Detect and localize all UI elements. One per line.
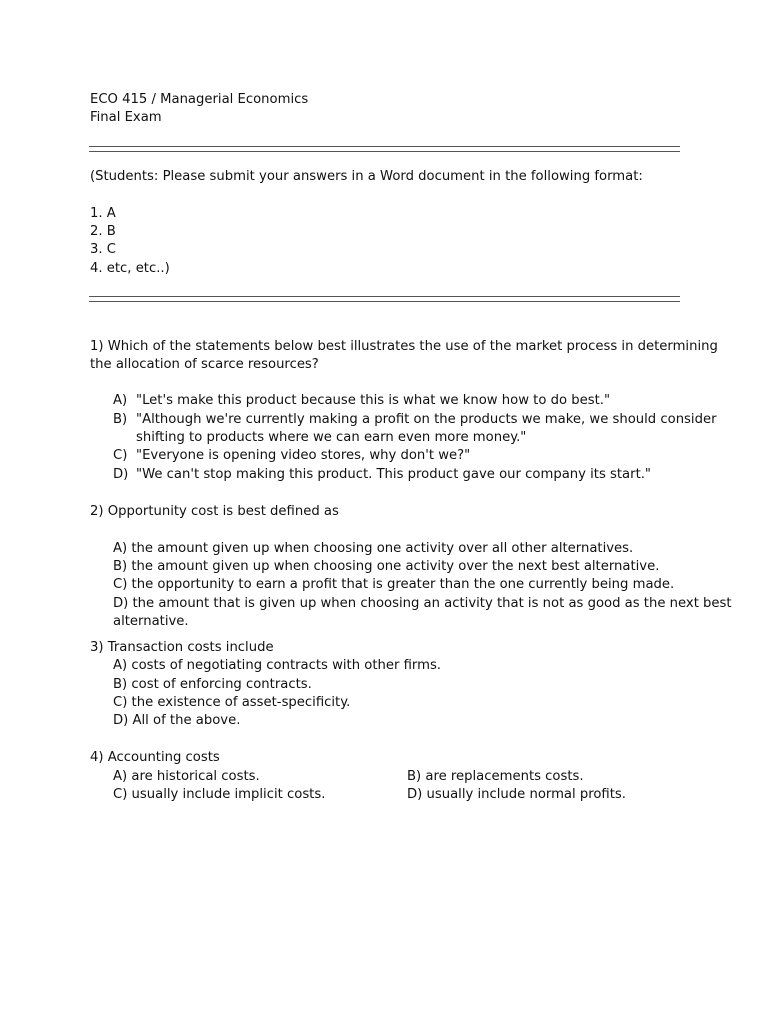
double-rule-bottom [89, 296, 680, 302]
double-rule-top [89, 146, 680, 152]
option-line: A) the amount given up when choosing one activity over all other alternatives. [113, 541, 634, 556]
option-line: A) costs of negotiating contracts with other firms. [113, 658, 442, 673]
option-line: B) the amount given up when choosing one activity over the next best alternative. [113, 559, 660, 574]
option-line: D) All of the above. [113, 713, 241, 728]
instructions-intro: (Students: Please submit your answers in a Word document in the following format: [90, 169, 643, 184]
option-line: C) usually include implicit costs. [113, 787, 326, 802]
option-text: "Let's make this product because this is what we know how to do best." [136, 393, 611, 408]
question-1-stem: 1) Which of the statements below best illustrates the use of the market process in determining [90, 339, 718, 354]
option-line: D) the amount that is given up when choosing an activity that is not as good as the next best [113, 596, 732, 611]
option-line: D) usually include normal profits. [407, 787, 626, 802]
question-3-stem: 3) Transaction costs include [90, 640, 274, 655]
option-line: alternative. [113, 614, 189, 629]
option-line: B) are replacements costs. [407, 769, 584, 784]
option-line: C) the opportunity to earn a profit that is greater than the one currently being made. [113, 577, 675, 592]
option-letter: D) [113, 467, 129, 482]
question-2-stem: 2) Opportunity cost is best defined as [90, 504, 339, 519]
option-line: B) cost of enforcing contracts. [113, 677, 312, 692]
format-line: 4. etc, etc..) [90, 261, 170, 276]
option-letter: A) [113, 393, 128, 408]
option-text: "Everyone is opening video stores, why don't we?" [136, 448, 471, 463]
option-text: "Although we're currently making a profit on the products we make, we should consider [136, 412, 717, 427]
option-text: "We can't stop making this product. This product gave our company its start." [136, 467, 651, 482]
option-text: shifting to products where we can earn even more money." [136, 430, 527, 445]
question-1-stem: the allocation of scarce resources? [90, 357, 319, 372]
option-letter: B) [113, 412, 128, 427]
course-title: ECO 415 / Managerial Economics [90, 92, 309, 107]
option-line: C) the existence of asset-specificity. [113, 695, 351, 710]
format-line: 2. B [90, 224, 116, 239]
exam-title: Final Exam [90, 110, 162, 125]
option-letter: C) [113, 448, 128, 463]
format-line: 1. A [90, 206, 116, 221]
option-line: A) are historical costs. [113, 769, 260, 784]
format-line: 3. C [90, 242, 116, 257]
question-4-stem: 4) Accounting costs [90, 750, 220, 765]
